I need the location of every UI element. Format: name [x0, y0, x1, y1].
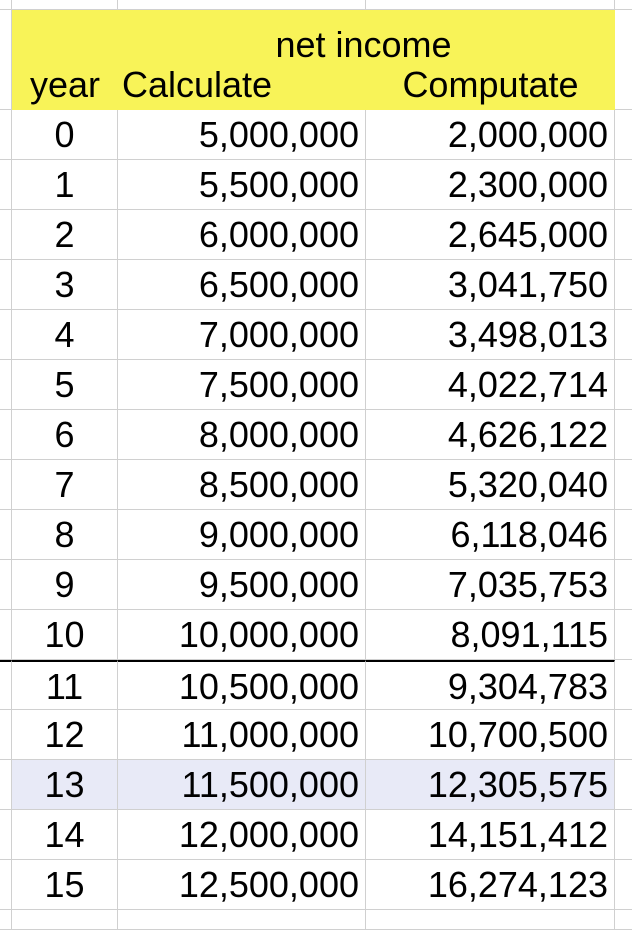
calculate-cell[interactable]: 5,000,000 [118, 110, 366, 160]
computate-cell[interactable]: 5,320,040 [366, 460, 615, 510]
net-income-group-header[interactable]: net income [275, 24, 452, 65]
table-row[interactable] [0, 660, 632, 710]
year-cell[interactable]: 13 [12, 760, 118, 810]
row-left-gutter-cell[interactable] [0, 310, 12, 360]
table-row[interactable] [0, 810, 632, 860]
year-column-header[interactable]: year [29, 64, 101, 105]
computate-cell[interactable]: 6,118,046 [366, 510, 615, 560]
row-right-gutter-cell[interactable] [615, 760, 632, 810]
year-cell[interactable]: 1 [12, 160, 118, 210]
row-left-gutter-cell[interactable] [0, 160, 12, 210]
row-left-gutter-cell[interactable] [0, 110, 12, 160]
row-right-gutter-cell[interactable] [615, 260, 632, 310]
header-right-gutter-cell[interactable] [615, 10, 632, 110]
year-cell[interactable]: 6 [12, 410, 118, 460]
year-cell[interactable]: 11 [12, 660, 118, 710]
calculate-cell[interactable]: 7,000,000 [118, 310, 366, 360]
row-right-gutter-cell[interactable] [615, 860, 632, 910]
year-cell[interactable]: 8 [12, 510, 118, 560]
calculate-cell[interactable]: 6,500,000 [118, 260, 366, 310]
row-left-gutter-cell[interactable] [0, 260, 12, 310]
year-cell[interactable]: 12 [12, 710, 118, 760]
calculate-cell[interactable]: 6,000,000 [118, 210, 366, 260]
table-row[interactable] [0, 510, 632, 560]
row-left-gutter-cell[interactable] [0, 610, 12, 660]
year-cell[interactable]: 2 [12, 210, 118, 260]
calculate-cell[interactable]: 5,500,000 [118, 160, 366, 210]
table-row[interactable] [0, 160, 632, 210]
calculate-cell[interactable]: 11,500,000 [118, 760, 366, 810]
calculate-cell[interactable]: 11,000,000 [118, 710, 366, 760]
bottom-partial-row [0, 910, 632, 930]
calculate-cell[interactable]: 9,000,000 [118, 510, 366, 560]
table-row[interactable] [0, 610, 632, 660]
table-row[interactable] [0, 360, 632, 410]
calculate-cell[interactable]: 7,500,000 [118, 360, 366, 410]
computate-cell[interactable]: 2,300,000 [366, 160, 615, 210]
computate-cell[interactable]: 7,035,753 [366, 560, 615, 610]
row-right-gutter-cell[interactable] [615, 710, 632, 760]
row-right-gutter-cell[interactable] [615, 460, 632, 510]
row-left-gutter-cell[interactable] [0, 860, 12, 910]
row-right-gutter-cell[interactable] [615, 360, 632, 410]
calculate-cell[interactable]: 10,000,000 [118, 610, 366, 660]
table-row[interactable] [0, 260, 632, 310]
computate-cell[interactable]: 8,091,115 [366, 610, 615, 660]
table-row[interactable] [0, 310, 632, 360]
row-left-gutter-cell[interactable] [0, 560, 12, 610]
year-cell[interactable]: 7 [12, 460, 118, 510]
row-right-gutter-cell[interactable] [615, 110, 632, 160]
year-cell[interactable]: 15 [12, 860, 118, 910]
computate-cell[interactable]: 3,498,013 [366, 310, 615, 360]
table-row[interactable] [0, 210, 632, 260]
year-cell[interactable]: 5 [12, 360, 118, 410]
row-left-gutter-cell[interactable] [0, 510, 12, 560]
computate-cell[interactable]: 14,151,412 [366, 810, 615, 860]
table-row[interactable] [0, 710, 632, 760]
year-cell[interactable]: 14 [12, 810, 118, 860]
row-right-gutter-cell[interactable] [615, 410, 632, 460]
computate-cell[interactable]: 9,304,783 [366, 660, 615, 710]
computate-cell[interactable]: 2,000,000 [366, 110, 615, 160]
row-left-gutter-cell[interactable] [0, 360, 12, 410]
row-right-gutter-cell[interactable] [615, 510, 632, 560]
row-right-gutter-cell[interactable] [615, 310, 632, 360]
header-left-gutter-cell[interactable] [0, 10, 12, 110]
table-row[interactable] [0, 110, 632, 160]
computate-column-header[interactable]: Computate [402, 64, 579, 105]
calculate-cell[interactable]: 10,500,000 [118, 660, 366, 710]
row-right-gutter-cell[interactable] [615, 560, 632, 610]
row-right-gutter-cell[interactable] [615, 610, 632, 660]
row-left-gutter-cell[interactable] [0, 660, 12, 710]
calculate-cell[interactable]: 9,500,000 [118, 560, 366, 610]
table-row[interactable] [0, 760, 632, 810]
computate-cell[interactable]: 10,700,500 [366, 710, 615, 760]
row-right-gutter-cell[interactable] [615, 210, 632, 260]
computate-cell[interactable]: 4,626,122 [366, 410, 615, 460]
year-cell[interactable]: 0 [12, 110, 118, 160]
calculate-column-header[interactable]: Calculate [122, 64, 273, 105]
table-row[interactable] [0, 460, 632, 510]
year-cell[interactable]: 4 [12, 310, 118, 360]
computate-cell[interactable]: 2,645,000 [366, 210, 615, 260]
computate-cell[interactable]: 4,022,714 [366, 360, 615, 410]
year-cell[interactable]: 3 [12, 260, 118, 310]
computate-cell[interactable]: 12,305,575 [366, 760, 615, 810]
row-right-gutter-cell[interactable] [615, 810, 632, 860]
row-left-gutter-cell[interactable] [0, 410, 12, 460]
row-left-gutter-cell[interactable] [0, 710, 12, 760]
year-cell[interactable]: 10 [12, 610, 118, 660]
row-left-gutter-cell[interactable] [0, 760, 12, 810]
top-partial-row [0, 0, 632, 10]
calculate-cell[interactable]: 12,000,000 [118, 810, 366, 860]
row-left-gutter-cell[interactable] [0, 210, 12, 260]
row-left-gutter-cell[interactable] [0, 810, 12, 860]
year-cell[interactable]: 9 [12, 560, 118, 610]
computate-cell[interactable]: 16,274,123 [366, 860, 615, 910]
row-right-gutter-cell[interactable] [615, 660, 632, 710]
row-left-gutter-cell[interactable] [0, 460, 12, 510]
calculate-cell[interactable]: 12,500,000 [118, 860, 366, 910]
table-row[interactable] [0, 410, 632, 460]
computate-cell[interactable]: 3,041,750 [366, 260, 615, 310]
table-row[interactable] [0, 560, 632, 610]
calculate-cell[interactable]: 8,500,000 [118, 460, 366, 510]
table-row[interactable] [0, 860, 632, 910]
calculate-cell[interactable]: 8,000,000 [118, 410, 366, 460]
row-right-gutter-cell[interactable] [615, 160, 632, 210]
